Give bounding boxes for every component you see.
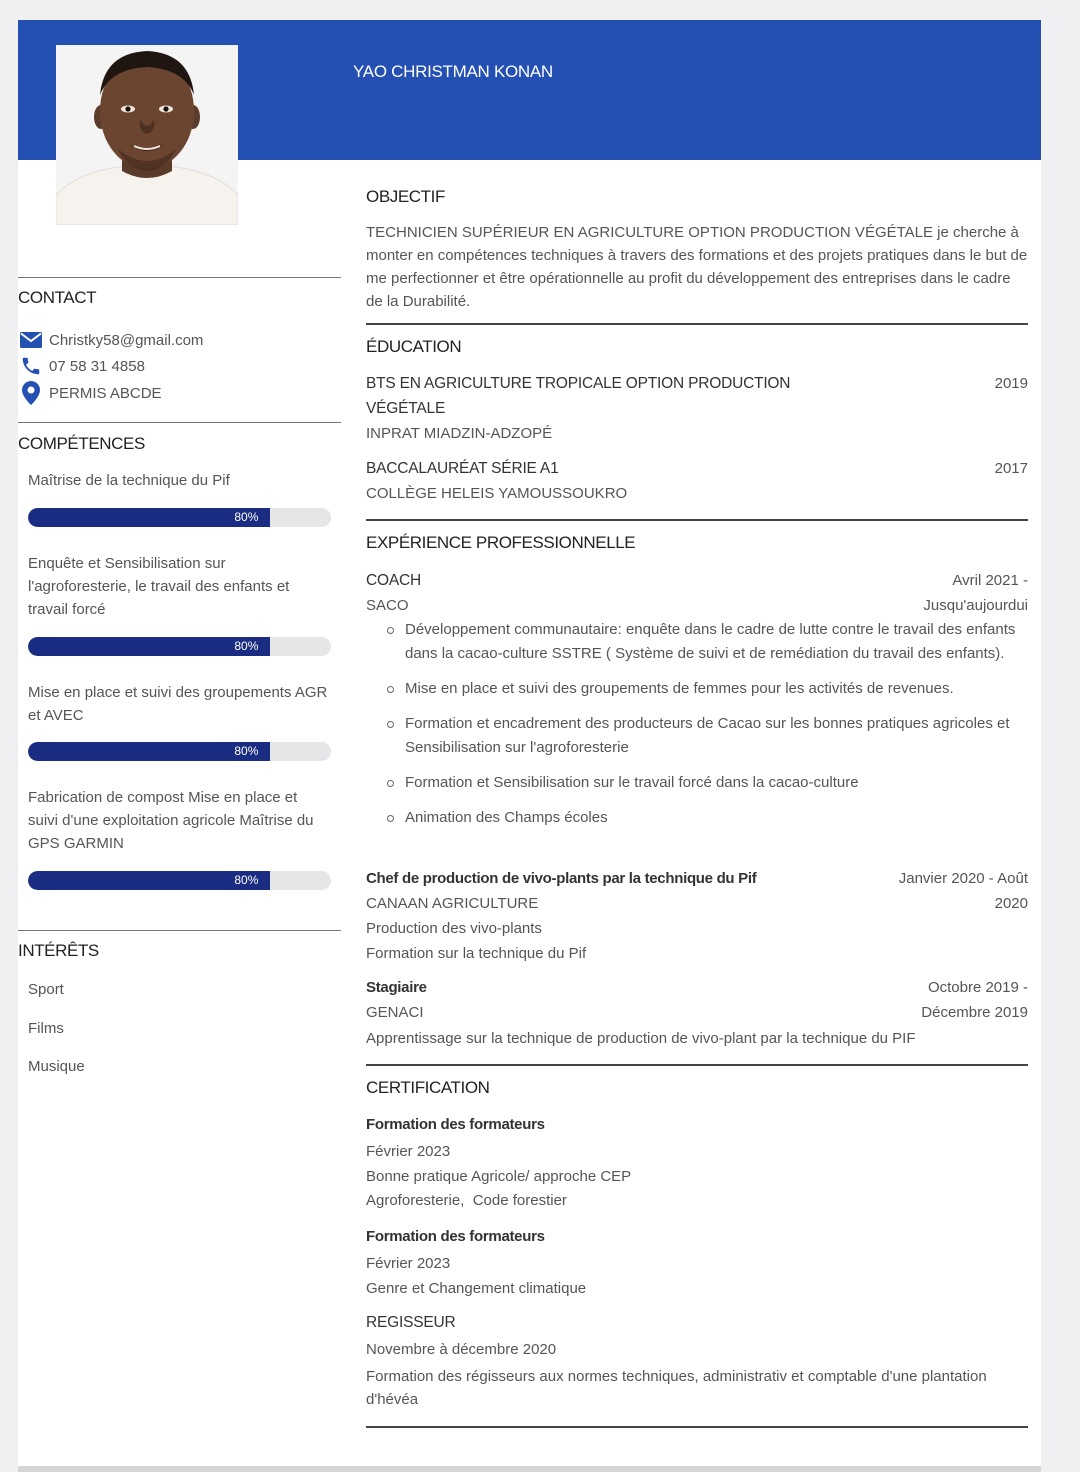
skill-progress-bar [28, 508, 331, 527]
school-name: INPRAT MIADZIN-ADZOPÉ [366, 425, 553, 442]
job-bullet: Mise en place et suivi des groupements de femmes pour les activités de revenues. [384, 677, 1028, 701]
mail-icon [18, 328, 44, 352]
contact-divider [18, 277, 341, 278]
objective-heading: OBJECTIF [366, 187, 445, 206]
job-title: Chef de production de vivo-plants par la technique du Pif [366, 870, 757, 887]
contact-phone-row [18, 354, 145, 378]
cert-line: Genre et Changement climatique [366, 1280, 587, 1297]
interest-item: Sport [28, 981, 64, 998]
contact-heading: CONTACT [18, 288, 97, 307]
skill-progress-fill [28, 508, 270, 527]
degree-year: 2017 [994, 460, 1028, 477]
degree-title: BACCALAURÉAT SÉRIE A1 [366, 460, 559, 477]
cert-title: Formation des formateurs [366, 1116, 545, 1133]
experience-heading: EXPÉRIENCE PROFESSIONNELLE [366, 533, 636, 552]
school-name: COLLÈGE HELEIS YAMOUSSOUKRO [366, 485, 628, 502]
degree-title: BTS EN AGRICULTURE TROPICALE OPTION PRODUCTION [366, 375, 791, 392]
job-detail-text: Production des vivo-plants [366, 920, 542, 937]
skill-progress-bar [28, 742, 331, 761]
job-company: SACO [366, 597, 409, 614]
objective-text: TECHNICIEN SUPÉRIEUR EN AGRICULTURE OPTION PRODUCTION VÉGÉTALE je cherche à monter en compétences techniques à travers des formations et des projets pratiques dans le but de me perfectionner et être opérationnelle au profit du développement des entreprises dans le cadre de la Durabilité. [366, 224, 1028, 310]
job-title: Stagiaire [366, 979, 427, 996]
contact-location: PERMIS ABCDE [49, 384, 162, 402]
contact-location-row [18, 381, 162, 405]
skill-percent: 80% [234, 510, 259, 524]
cert-line: Agroforesterie, Code forestier [366, 1192, 567, 1209]
cert-title: Formation des formateurs [366, 1228, 545, 1245]
job-date-cont: Décembre 2019 [921, 1004, 1028, 1021]
cert-date: Février 2023 [366, 1255, 451, 1272]
job-date-cont: Jusqu'aujourdui [923, 597, 1028, 614]
interest-item: Films [28, 1020, 64, 1037]
job-detail-text: Apprentissage sur la technique de production de vivo-plant par la technique du PIF [366, 1030, 916, 1047]
job-company: GENACI [366, 1004, 424, 1021]
skill-progress-fill [28, 742, 270, 761]
job-date-cont: 2020 [994, 895, 1028, 912]
skills-heading: COMPÉTENCES [18, 434, 145, 453]
education-heading: ÉDUCATION [366, 337, 462, 356]
contact-email[interactable]: Christky58@gmail.com [49, 331, 204, 349]
skill-percent: 80% [234, 744, 259, 758]
job-bullet: Développement communautaire: enquête dans le cadre de lutte contre le travail des enfants dans la cacao-culture SSTRE ( Système de suivi et de remédiation du travail des enfants). [384, 618, 1028, 666]
section-divider [366, 1426, 1028, 1428]
contact-phone[interactable]: 07 58 31 4858 [49, 357, 145, 375]
cert-date: Novembre à décembre 2020 [366, 1341, 557, 1358]
profile-photo [56, 45, 238, 225]
job-title: COACH [366, 572, 421, 589]
interests-divider [18, 930, 341, 931]
skill-percent: 80% [234, 639, 259, 653]
degree-year: 2019 [994, 375, 1028, 392]
skill-label: Maîtrise de la technique du Pif [28, 472, 230, 489]
interests-heading: INTÉRÊTS [18, 941, 99, 960]
skill-progress-fill [28, 637, 270, 656]
certification-heading: CERTIFICATION [366, 1078, 490, 1097]
section-divider [366, 323, 1028, 325]
job-detail-text: Formation sur la technique du Pif [366, 945, 587, 962]
cert-date: Février 2023 [366, 1143, 451, 1160]
skill-label: Mise en place et suivi des groupements AGR et AVEC [28, 684, 328, 724]
job-bullet: Animation des Champs écoles [384, 806, 1028, 830]
skill-label: Enquête et Sensibilisation sur l'agroforesterie, le travail des enfants et travail forcé [28, 555, 290, 618]
contact-email-row [18, 328, 203, 352]
candidate-name: YAO CHRISTMAN KONAN [353, 62, 553, 81]
job-bullet: Formation et Sensibilisation sur le travail forcé dans la cacao-culture [384, 771, 1028, 795]
job-bullet: Formation et encadrement des producteurs de Cacao sur les bonnes pratiques agricoles et Sensibilisation sur l'agroforesterie [384, 712, 1028, 760]
page-bottom-edge [18, 1466, 1041, 1472]
skills-divider [18, 422, 341, 423]
cert-line: Bonne pratique Agricole/ approche CEP [366, 1168, 632, 1185]
job-date: Octobre 2019 - [927, 979, 1028, 996]
interest-item: Musique [28, 1058, 85, 1075]
phone-icon [18, 354, 44, 378]
skill-progress-fill [28, 871, 270, 890]
skill-label: Fabrication de compost Mise en place et suivi d'une exploitation agricole Maîtrise du GPS GARMIN [28, 789, 314, 852]
skill-progress-bar [28, 871, 331, 890]
location-pin-icon [18, 381, 44, 405]
job-bullets [384, 618, 1028, 841]
skill-percent: 80% [234, 873, 259, 887]
job-date: Janvier 2020 - Août [898, 870, 1028, 887]
section-divider [366, 519, 1028, 521]
skill-progress-bar [28, 637, 331, 656]
cert-title: REGISSEUR [366, 1314, 456, 1331]
section-divider [366, 1064, 1028, 1066]
degree-title-cont: VÉGÉTALE [366, 400, 446, 417]
cert-line: Formation des régisseurs aux normes techniques, administrativ et comptable d'une plantation d'hévéa [366, 1368, 987, 1408]
job-date: Avril 2021 - [952, 572, 1028, 589]
resume-page [18, 20, 1041, 1466]
job-company: CANAAN AGRICULTURE [366, 895, 539, 912]
